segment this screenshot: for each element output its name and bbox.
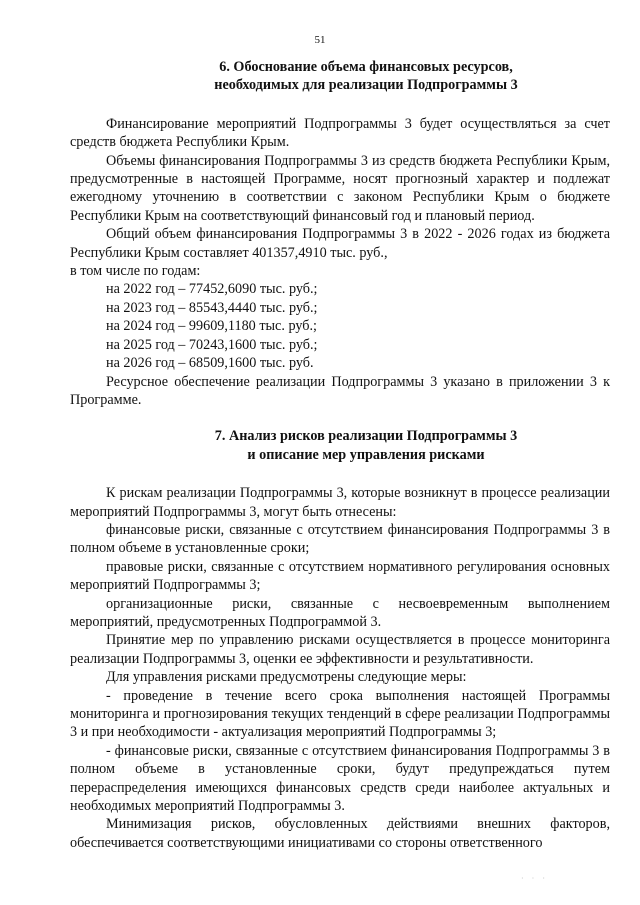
section-6-title-line-1: 6. Обоснование объема финансовых ресурсов, — [219, 59, 513, 75]
section-7-paragraph-measures-intro: Для управления рисками предусмотрены следующие меры: — [106, 669, 467, 686]
section-6-paragraph-financing-volumes: Объемы финансирования Подпрограммы 3 из средств бюджета Республики Крым, предусмотренные в настоящей Программе, носят прогнозный характер и подлежат ежегодному уточнению в соответствии с законом Республики Крым о бюджете Республики Крым на соответствующий финансовый год и плановый период. — [70, 152, 610, 224]
section-6-paragraph-by-years: в том числе по годам: — [70, 263, 201, 280]
section-7-paragraph-measure-monitoring: - проведение в течение всего срока выполнения настоящей Программы мониторинга и прогнозирования текущих тенденций в сфере реализации Подпрограммы 3 и при необходимости - актуализация мероприятий Подпрограммы 3; — [70, 687, 610, 741]
list-item-2026: на 2026 год – 68509,1600 тыс. руб. — [106, 355, 314, 372]
section-7-title — [70, 427, 610, 464]
section-6-title — [70, 58, 610, 95]
scan-mark: · · · — [521, 874, 548, 883]
list-item-2022: на 2022 год – 77452,6090 тыс. руб.; — [106, 281, 318, 298]
section-7-paragraph-financial-risks: финансовые риски, связанные с отсутствием финансирования Подпрограммы 3 в полном объеме в установленные сроки; — [70, 521, 610, 557]
section-7-paragraph-risks-intro: К рискам реализации Подпрограммы 3, которые возникнут в процессе реализации мероприятий Подпрограммы 3, могут быть отнесены: — [70, 485, 610, 520]
section-7-paragraph-measure-financial: - финансовые риски, связанные с отсутствием финансирования Подпрограммы 3 в полном объеме в установленные сроки, будут предупреждаться путем перераспределения имеющихся финансовых средств среди наиболее актуальных и необходимых мероприятий Подпрограммы 3. — [70, 742, 610, 815]
list-item-2025: на 2025 год – 70243,1600 тыс. руб.; — [106, 336, 318, 353]
section-6-paragraph-total-financing: Общий объем финансирования Подпрограммы 3 в 2022 - 2026 годах из бюджета Республики Крым составляет 401357,4910 тыс. руб., — [70, 226, 610, 261]
section-6-paragraph-financing-source: Финансирование мероприятий Подпрограммы 3 будет осуществляться за счет средств бюджета Республики Крым. — [70, 115, 610, 151]
section-7-title-line-2: и описание мер управления рисками — [247, 446, 485, 463]
section-7-paragraph-organizational-risks: организационные риски, связанные с несвоевременным выполнением мероприятий, предусмотренных Подпрограммой 3. — [70, 595, 610, 630]
page-number: 51 — [314, 34, 326, 46]
section-6-title-line-2: необходимых для реализации Подпрограммы 3 — [214, 77, 518, 94]
document-body — [70, 58, 610, 852]
section-7-paragraph-legal-risks: правовые риски, связанные с отсутствием нормативного регулирования основных мероприятий Подпрограммы 3; — [70, 558, 610, 594]
yearly-financing-list — [70, 280, 610, 372]
list-item-2023: на 2023 год – 85543,4440 тыс. руб.; — [106, 299, 318, 316]
section-6-paragraph-resource-support: Ресурсное обеспечение реализации Подпрограммы 3 указано в приложении 3 к Программе. — [70, 373, 610, 408]
list-item-2024: на 2024 год – 99609,1180 тыс. руб.; — [106, 318, 317, 335]
section-7-paragraph-minimization: Минимизация рисков, обусловленных действиями внешних факторов, обеспечивается соответствующими инициативами со стороны ответственного — [70, 816, 610, 851]
section-7-paragraph-risk-management: Принятие мер по управлению рисками осуществляется в процессе мониторинга реализации Подпрограммы 3, оценки ее эффективности и результативности. — [70, 632, 610, 667]
section-7-title-line-1: 7. Анализ рисков реализации Подпрограммы 3 — [214, 428, 518, 445]
